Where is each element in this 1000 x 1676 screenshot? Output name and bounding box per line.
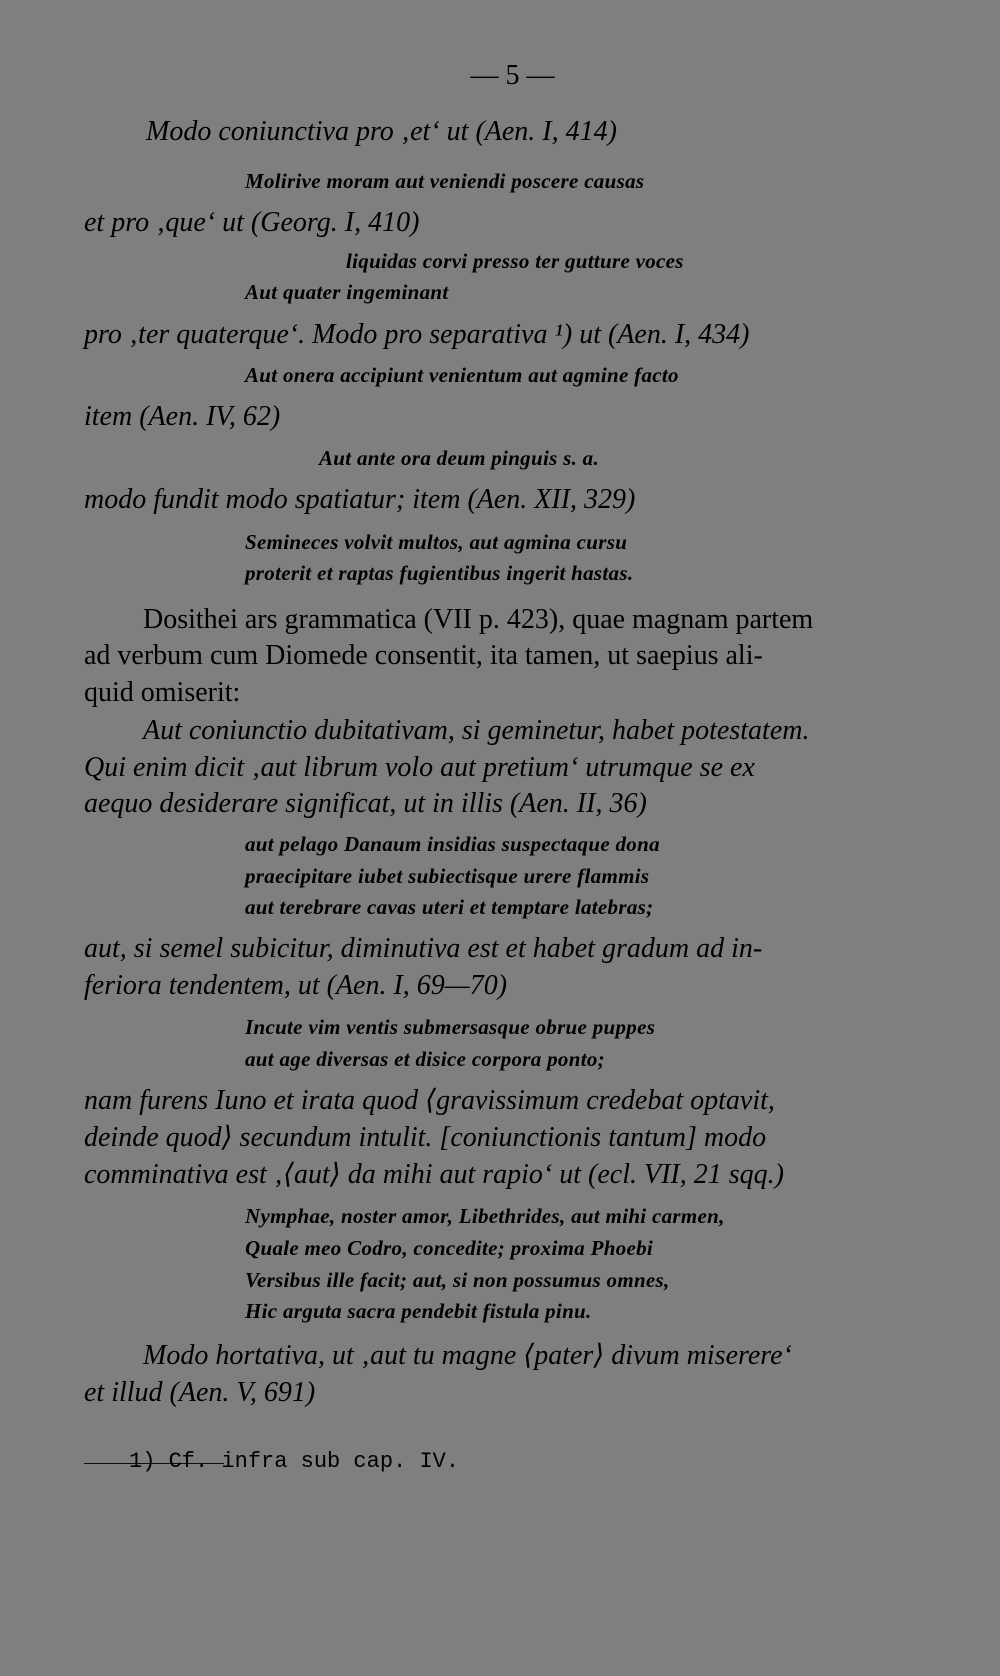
verse-line: Aut ante ora deum pinguis s. a. [319,446,600,470]
prose-line: ad verbum cum Diomede consentit, ita tamen, ut saepius ali- [84,640,763,671]
prose-line: pro ‚ter quaterque‘. Modo pro separativa ¹) ut (Aen. I, 434) [84,319,750,350]
prose-line: modo fundit modo spatiatur; item (Aen. XII, 329) [84,484,636,515]
prose-line: aequo desiderare significat, ut in illis (Aen. II, 36) [84,788,647,819]
footnote: 1) Cf. infra sub cap. IV. [129,1449,460,1474]
prose-line: Qui enim dicit ‚aut librum volo aut pretium‘ utrumque se ex [84,752,755,783]
verse-line: Molirive moram aut veniendi poscere causas [245,169,645,193]
verse-line: aut terebrare cavas uteri et temptare latebras; [245,895,654,919]
prose-line: feriora tendentem, ut (Aen. I, 69—70) [84,970,508,1001]
verse-line: Aut onera accipiunt venientum aut agmine facto [245,363,679,387]
prose-line: item (Aen. IV, 62) [84,401,281,432]
prose-line: Dosithei ars grammatica (VII p. 423), quae magnam partem [143,604,814,635]
page-number: — 5 — [470,60,555,91]
verse-line: aut pelago Danaum insidias suspectaque dona [245,832,660,856]
verse-line: praecipitare iubet subiectisque urere flammis [245,864,650,888]
prose-line: nam furens Iuno et irata quod ⟨gravissimum credebat optavit, [84,1085,775,1116]
prose-line: et pro ‚que‘ ut (Georg. I, 410) [84,207,420,238]
verse-line: Aut quater ingeminant [245,280,449,304]
prose-line: quid omiserit: [84,677,241,708]
prose-line: Modo hortativa, ut ‚aut tu magne ⟨pater⟩ divum miserere‘ [143,1340,792,1371]
prose-line: comminativa est ‚⟨aut⟩ da mihi aut rapio‘ ut (ecl. VII, 21 sqq.) [84,1159,784,1190]
verse-line: aut age diversas et disice corpora ponto; [245,1047,605,1071]
prose-line: aut, si semel subicitur, diminutiva est et habet gradum ad in- [84,933,763,964]
verse-line: Incute vim ventis submersasque obrue puppes [245,1015,656,1039]
verse-line: Quale meo Codro, concedite; proxima Phoebi [245,1236,654,1260]
verse-line: Nymphae, noster amor, Libethrides, aut mihi carmen, [245,1204,725,1228]
verse-line: Versibus ille facit; aut, si non possumus omnes, [245,1268,670,1292]
verse-line: liquidas corvi presso ter gutture voces [346,249,684,273]
verse-line: proterit et raptas fugientibus ingerit hastas. [245,561,634,585]
verse-line: Semineces volvit multos, aut agmina cursu [245,530,628,554]
prose-line: et illud (Aen. V, 691) [84,1377,316,1408]
verse-line: Hic arguta sacra pendebit fistula pinu. [245,1299,592,1323]
prose-line: deinde quod⟩ secundum intulit. [coniunctionis tantum] modo [84,1122,767,1153]
prose-line: Modo coniunctiva pro ‚et‘ ut (Aen. I, 414) [146,116,617,147]
prose-line: Aut coniunctio dubitativam, si geminetur, habet potestatem. [143,715,810,746]
